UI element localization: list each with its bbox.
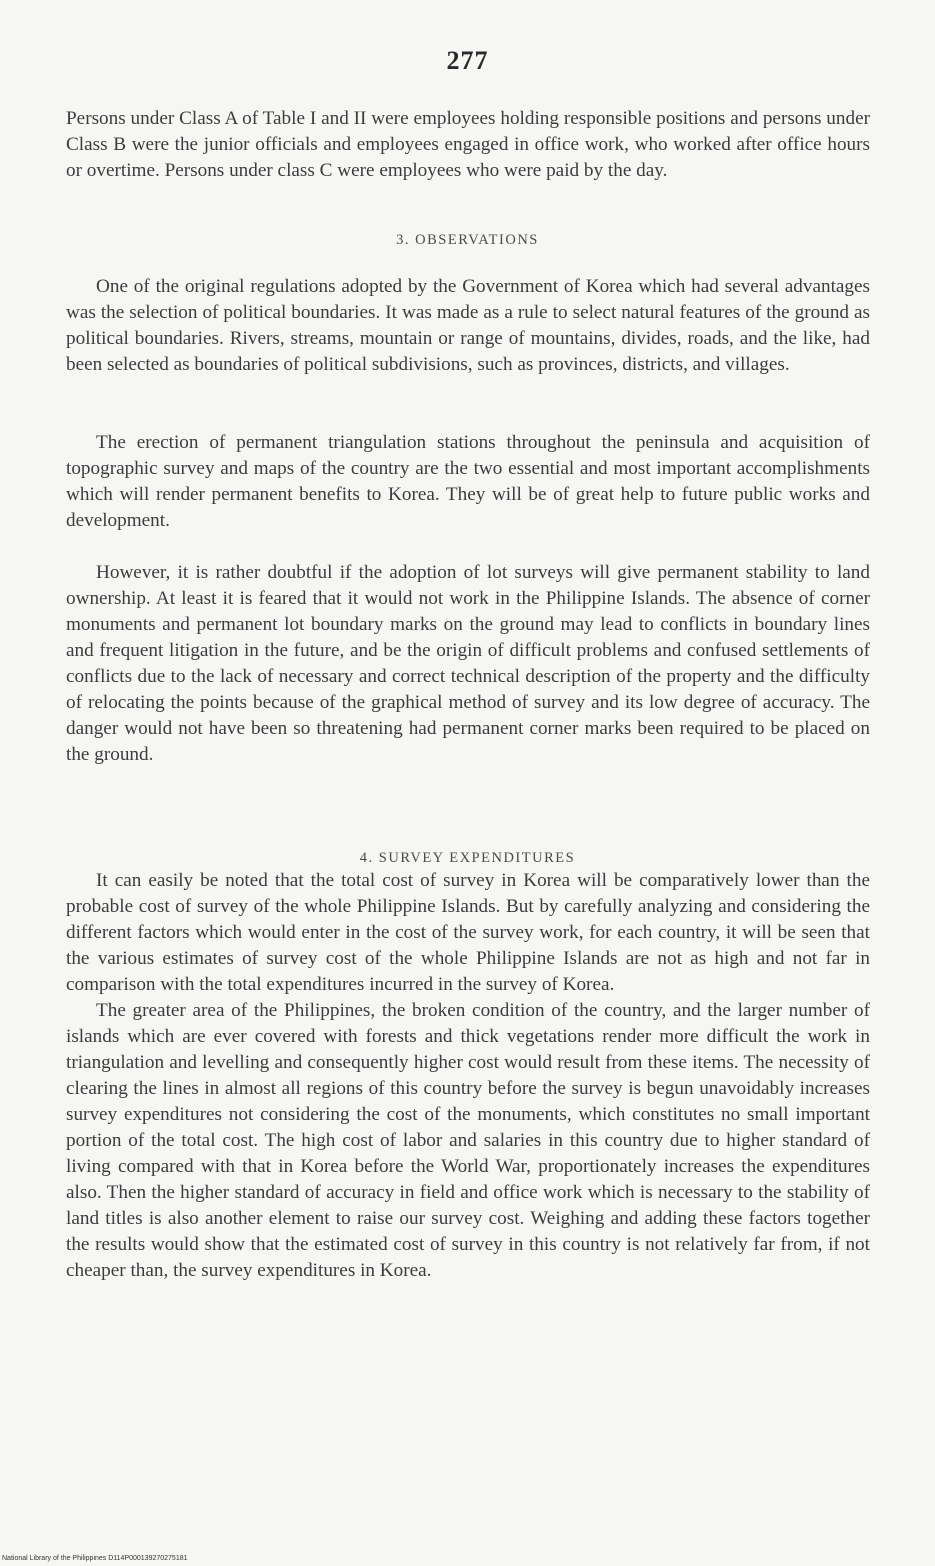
expenditures-text-1: It can easily be noted that the total cost of survey in Korea will be comparatively lower than the probable cost of survey of the whole Philippine Islands. But by carefully analyzing and considering the different factors which would enter in the cost of the survey work, for each country, it will be seen that the various estimates of survey cost of the whole Philippine Islands are not as high and not far in comparison with the total expenditures incurred in the survey of Korea. xyxy=(66,870,870,995)
expenditures-paragraph-1 xyxy=(66,868,870,998)
expenditures-paragraph-2 xyxy=(66,998,870,1284)
intro-text: Persons under Class A of Table I and II were employees holding responsible positions and persons under Class B were the junior officials and employees engaged in office work, who worked after office hours or overtime. Persons under class C were employees who were paid by the day. xyxy=(66,108,870,181)
observations-paragraph-1 xyxy=(66,274,870,378)
expenditures-heading: 4. SURVEY EXPENDITURES xyxy=(359,850,576,866)
intro-paragraph xyxy=(66,106,870,184)
observations-paragraph-3 xyxy=(66,560,870,768)
page-number: 277 xyxy=(446,46,489,75)
expenditures-text-2: The greater area of the Philippines, the broken condition of the country, and the larger number of islands which are ever covered with forests and thick vegetations render more difficult the work in triangulation and levelling and consequently higher cost would result from these items. The necessity of clearing the lines in almost all regions of this country before the survey is begun unavoidably increases survey expenditures not considering the cost of the monuments, which constitutes no small important portion of the total cost. The high cost of labor and salaries in this country due to higher standard of living compared with that in Korea before the World War, proportionately increases the expenditures also. Then the higher standard of accuracy in field and office work which is necessary to the stability of land titles is also another element to raise our survey cost. Weighing and adding these factors together the results would show that the estimated cost of survey in this country is not relatively far from, if not cheaper than, the survey expenditures in Korea. xyxy=(66,1000,870,1281)
observations-heading: 3. OBSERVATIONS xyxy=(396,232,539,248)
footer-credit: National Library of the Philippines D114P000139270275181 xyxy=(2,1555,188,1562)
observations-text-3: However, it is rather doubtful if the adoption of lot surveys will give permanent stability to land ownership. At least it is feared that it would not work in the Philippine Islands. The absence of corner monuments and permanent lot boundary marks on the ground may lead to conflicts in boundary lines and frequent litigation in the future, and be the origin of difficult problems and confused settlements of conflicts due to the lack of necessary and correct technical description of the property and the difficulty of relocating the points because of the graphical method of survey and its low degree of accuracy. The danger would not have been so threatening had permanent corner marks been required to be placed on the ground. xyxy=(66,562,870,765)
observations-text-1: One of the original regulations adopted by the Government of Korea which had several advantages was the selection of political boundaries. It was made as a rule to select natural features of the ground as political boundaries. Rivers, streams, mountain or range of mountains, divides, roads, and the like, had been selected as boundaries of political subdivisions, such as provinces, districts, and villages. xyxy=(66,276,870,375)
observations-text-2: The erection of permanent triangulation stations throughout the peninsula and acquisition of topographic survey and maps of the country are the two essential and most important accomplishments which will render permanent benefits to Korea. They will be of great help to future public works and development. xyxy=(66,432,870,531)
observations-paragraph-2 xyxy=(66,430,870,534)
